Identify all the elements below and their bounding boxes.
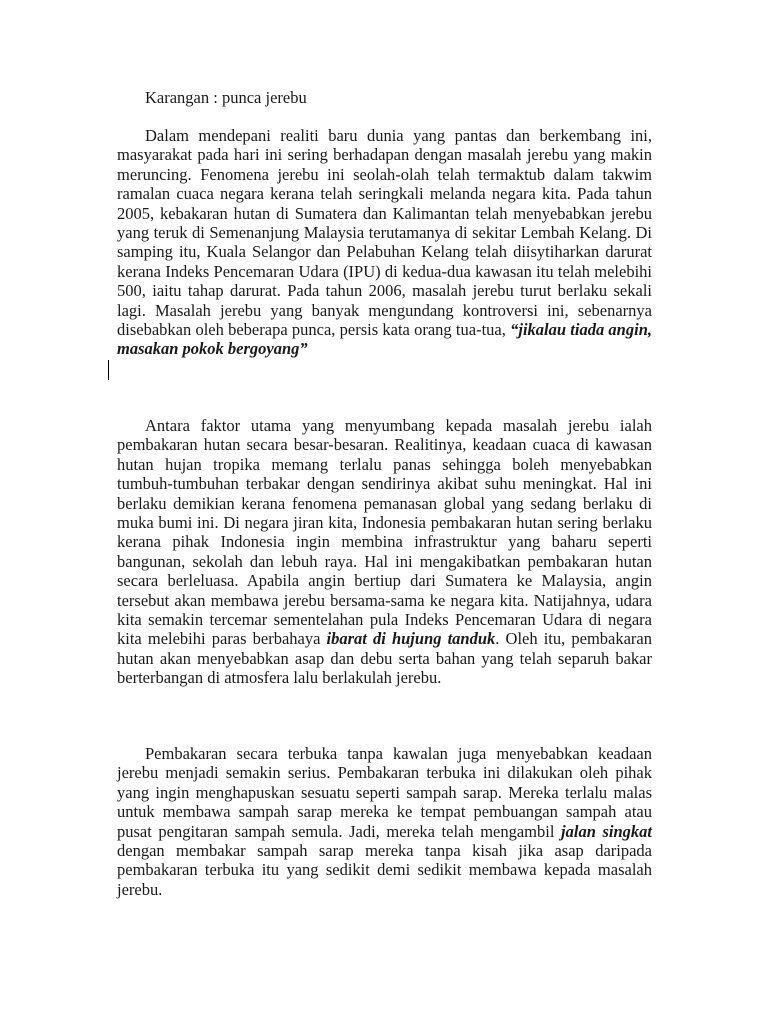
- text-cursor-marker: [108, 360, 109, 380]
- paragraph-open-burning: [117, 744, 652, 899]
- proverb-quote: “jikalau tiada angin, masakan pokok bergoyang”: [117, 320, 652, 359]
- paragraph-forest-burning: [117, 416, 652, 688]
- document-title: Karangan : punca jerebu: [145, 88, 307, 107]
- paragraph-forest-burning-text-before: Antara faktor utama yang menyumbang kepada masalah jerebu ialah pembakaran hutan secara besar-besaran. Realitinya, keadaan cuaca di kawasan hutan hujan tropika memang terlalu panas sehingga boleh menyebabkan tumbuh-tumbuhan terbakar dengan sendirinya akibat suhu meningkat. Hal ini berlaku demikian kerana fenomena pemanasan global yang sedang berlaku di muka bumi ini. Di negara jiran kita, Indonesia pembakaran hutan sering berlaku kerana pihak Indonesia ingin membina infrastruktur yang baharu seperti bangunan, sekolah dan lebuh raya. Hal ini mengakibatkan pembakaran hutan secara berleluasa. Apabila angin bertiup dari Sumatera ke Malaysia, angin tersebut akan membawa jerebu bersama-sama ke negara kita. Natijahnya, udara kita semakin tercemar sementelahan pula Indeks Pencemaran Udara di negara kita melebihi paras berbahaya: [117, 416, 652, 649]
- idiom-phrase-jalan-singkat: jalan singkat: [561, 821, 652, 841]
- idiom-phrase-ibarat: ibarat di hujung tanduk: [326, 629, 496, 649]
- paragraph-introduction-text: Dalam mendepani realiti baru dunia yang pantas dan berkembang ini, masyarakat pada hari ini sering berhadapan dengan masalah jerebu yang makin meruncing. Fenomena jerebu ini seolah-olah telah termaktub dalam takwim ramalan cuaca negara kerana telah seringkali melanda negara kita. Pada tahun 2005, kebakaran hutan di Sumatera dan Kalimantan telah menyebabkan jerebu yang teruk di Semenanjung Malaysia terutamanya di sekitar Lembah Kelang. Di samping itu, Kuala Selangor dan Pelabuhan Kelang telah diisytiharkan darurat kerana Indeks Pencemaran Udara (IPU) di kedua-dua kawasan itu telah melebihi 500, iaitu tahap darurat. Pada tahun 2006, masalah jerebu turut berlaku sekali lagi. Masalah jerebu yang banyak mengundang kontroversi ini, sebenarnya disebabkan oleh beberapa punca, persis kata orang tua-tua,: [117, 126, 652, 340]
- paragraph-introduction: [117, 126, 652, 359]
- paragraph-forest-burning-text-after: . Oleh itu, pembakaran hutan akan menyebabkan asap dan debu serta bahan yang telah separuh bakar berterbangan di atmosfera lalu berlakulah jerebu.: [117, 629, 653, 688]
- paragraph-open-burning-text-after: dengan membakar sampah sarap mereka tanpa kisah jika asap daripada pembakaran terbuka itu yang sedikit demi sedikit membawa kepada masalah jerebu.: [117, 841, 652, 899]
- paragraph-open-burning-text-before: Pembakaran secara terbuka tanpa kawalan juga menyebabkan keadaan jerebu menjadi semakin serius. Pembakaran terbuka ini dilakukan oleh pihak yang ingin menghapuskan sesuatu seperti sampah sarap. Mereka terlalu malas untuk membawa sampah sarap mereka ke tempat pembuangan sampah atau pusat pengitaran sampah semula. Jadi, mereka telah mengambil: [117, 744, 652, 841]
